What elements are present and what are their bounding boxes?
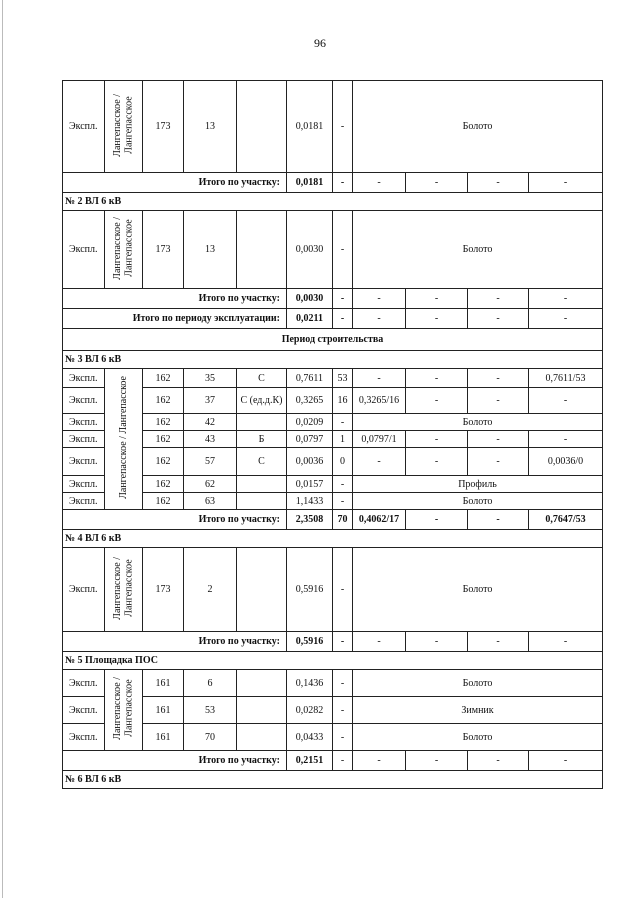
total-c2: - bbox=[406, 173, 468, 193]
land-type-cell: Болото bbox=[353, 211, 603, 289]
area-cell: 0,3265 bbox=[287, 388, 333, 414]
section-row bbox=[63, 351, 603, 369]
table-row bbox=[63, 388, 603, 414]
kvartal-cell: 162 bbox=[143, 493, 184, 510]
usage-type: Экспл. bbox=[63, 431, 105, 448]
table-row bbox=[63, 448, 603, 476]
table-row bbox=[63, 81, 603, 173]
kvartal-cell: 161 bbox=[143, 670, 184, 697]
count-cell: - bbox=[333, 476, 353, 493]
category-cell bbox=[237, 493, 287, 510]
section-row bbox=[63, 652, 603, 670]
total-c1: 0,4062/17 bbox=[353, 510, 406, 530]
area-cell: 0,0282 bbox=[287, 697, 333, 724]
total-c3: - bbox=[468, 632, 529, 652]
count-cell: 53 bbox=[333, 369, 353, 388]
section-title: № 6 ВЛ 6 кВ bbox=[63, 771, 603, 789]
kvartal-cell: 162 bbox=[143, 369, 184, 388]
category-cell bbox=[237, 724, 287, 751]
value-c4: 0,7611/53 bbox=[529, 369, 603, 388]
kvartal-cell: 173 bbox=[143, 548, 184, 632]
total-count: - bbox=[333, 751, 353, 771]
usage-type: Экспл. bbox=[63, 697, 105, 724]
table-row bbox=[63, 476, 603, 493]
usage-type: Экспл. bbox=[63, 388, 105, 414]
land-type-cell: Болото bbox=[353, 724, 603, 751]
count-cell: - bbox=[333, 548, 353, 632]
vydel-cell: 70 bbox=[184, 724, 237, 751]
total-c1: - bbox=[353, 632, 406, 652]
value-c3: - bbox=[468, 369, 529, 388]
total-c4: - bbox=[529, 751, 603, 771]
value-c2: - bbox=[406, 388, 468, 414]
section-title: № 5 Площадка ПОС bbox=[63, 652, 603, 670]
forest-plots-table bbox=[62, 80, 603, 789]
vydel-cell: 42 bbox=[184, 414, 237, 431]
section-title: № 4 ВЛ 6 кВ bbox=[63, 530, 603, 548]
land-type-cell: Болото bbox=[353, 670, 603, 697]
area-cell: 0,0797 bbox=[287, 431, 333, 448]
usage-type: Экспл. bbox=[63, 448, 105, 476]
count-cell: - bbox=[333, 670, 353, 697]
table-row bbox=[63, 211, 603, 289]
total-count: - bbox=[333, 173, 353, 193]
page-number: 96 bbox=[314, 36, 326, 50]
vydel-cell: 57 bbox=[184, 448, 237, 476]
section-row bbox=[63, 530, 603, 548]
total-c3: - bbox=[468, 289, 529, 309]
total-c2: - bbox=[406, 309, 468, 329]
total-label: Итого по участку: bbox=[63, 289, 287, 309]
vydel-cell: 37 bbox=[184, 388, 237, 414]
construction-period-title: Период строительства bbox=[63, 329, 603, 351]
forestry-cell: Лангепасское / Лангепасское bbox=[105, 369, 143, 510]
period-header-row bbox=[63, 329, 603, 351]
area-cell: 0,0036 bbox=[287, 448, 333, 476]
table-row bbox=[63, 369, 603, 388]
kvartal-cell: 162 bbox=[143, 476, 184, 493]
value-c4: - bbox=[529, 431, 603, 448]
forestry-cell: Лангепасское / Лангепасское bbox=[105, 548, 143, 632]
section-row bbox=[63, 193, 603, 211]
total-count: - bbox=[333, 289, 353, 309]
usage-type: Экспл. bbox=[63, 476, 105, 493]
section-row bbox=[63, 771, 603, 789]
total-area: 0,0030 bbox=[287, 289, 333, 309]
total-c3: - bbox=[468, 173, 529, 193]
section-title: № 3 ВЛ 6 кВ bbox=[63, 351, 603, 369]
value-c2: - bbox=[406, 448, 468, 476]
vydel-cell: 62 bbox=[184, 476, 237, 493]
usage-type: Экспл. bbox=[63, 81, 105, 173]
table-row bbox=[63, 493, 603, 510]
forestry-cell: Лангепасское / Лангепасское bbox=[105, 211, 143, 289]
land-type-cell: Болото bbox=[353, 493, 603, 510]
table-row bbox=[63, 697, 603, 724]
total-c3: - bbox=[468, 510, 529, 530]
category-cell bbox=[237, 476, 287, 493]
count-cell: - bbox=[333, 724, 353, 751]
total-c1: - bbox=[353, 751, 406, 771]
value-c2: - bbox=[406, 369, 468, 388]
table-row bbox=[63, 414, 603, 431]
value-c4: - bbox=[529, 388, 603, 414]
kvartal-cell: 162 bbox=[143, 431, 184, 448]
area-cell: 0,0433 bbox=[287, 724, 333, 751]
total-c1: - bbox=[353, 173, 406, 193]
count-cell: - bbox=[333, 81, 353, 173]
period-total-row bbox=[63, 309, 603, 329]
kvartal-cell: 161 bbox=[143, 697, 184, 724]
count-cell: 1 bbox=[333, 431, 353, 448]
total-row bbox=[63, 173, 603, 193]
usage-type: Экспл. bbox=[63, 211, 105, 289]
kvartal-cell: 162 bbox=[143, 388, 184, 414]
kvartal-cell: 162 bbox=[143, 448, 184, 476]
vydel-cell: 35 bbox=[184, 369, 237, 388]
land-type-cell: Болото bbox=[353, 81, 603, 173]
land-type-cell: Зимник bbox=[353, 697, 603, 724]
total-area: 2,3508 bbox=[287, 510, 333, 530]
total-c4: - bbox=[529, 632, 603, 652]
total-c2: - bbox=[406, 289, 468, 309]
total-c3: - bbox=[468, 309, 529, 329]
total-count: - bbox=[333, 632, 353, 652]
area-cell: 1,1433 bbox=[287, 493, 333, 510]
category-cell bbox=[237, 81, 287, 173]
value-c4: 0,0036/0 bbox=[529, 448, 603, 476]
usage-type: Экспл. bbox=[63, 670, 105, 697]
value-c1: - bbox=[353, 448, 406, 476]
total-c2: - bbox=[406, 632, 468, 652]
value-c1: 0,3265/16 bbox=[353, 388, 406, 414]
value-c3: - bbox=[468, 431, 529, 448]
total-label: Итого по участку: bbox=[63, 510, 287, 530]
value-c1: 0,0797/1 bbox=[353, 431, 406, 448]
total-label: Итого по участку: bbox=[63, 632, 287, 652]
total-c2: - bbox=[406, 510, 468, 530]
total-c1: - bbox=[353, 289, 406, 309]
period-total-area: 0,0211 bbox=[287, 309, 333, 329]
kvartal-cell: 173 bbox=[143, 211, 184, 289]
category-cell bbox=[237, 548, 287, 632]
table-row bbox=[63, 724, 603, 751]
count-cell: - bbox=[333, 493, 353, 510]
total-row bbox=[63, 289, 603, 309]
total-c3: - bbox=[468, 751, 529, 771]
kvartal-cell: 173 bbox=[143, 81, 184, 173]
total-row bbox=[63, 751, 603, 771]
vydel-cell: 13 bbox=[184, 81, 237, 173]
table-row bbox=[63, 548, 603, 632]
value-c1: - bbox=[353, 369, 406, 388]
total-area: 0,0181 bbox=[287, 173, 333, 193]
category-cell: Б bbox=[237, 431, 287, 448]
category-cell: С bbox=[237, 448, 287, 476]
table-row bbox=[63, 431, 603, 448]
total-c2: - bbox=[406, 751, 468, 771]
vydel-cell: 63 bbox=[184, 493, 237, 510]
land-type-cell: Болото bbox=[353, 548, 603, 632]
section-title: № 2 ВЛ 6 кВ bbox=[63, 193, 603, 211]
total-c1: - bbox=[353, 309, 406, 329]
usage-type: Экспл. bbox=[63, 414, 105, 431]
count-cell: - bbox=[333, 697, 353, 724]
total-c4: - bbox=[529, 173, 603, 193]
usage-type: Экспл. bbox=[63, 369, 105, 388]
usage-type: Экспл. bbox=[63, 493, 105, 510]
category-cell bbox=[237, 670, 287, 697]
page-edge-line bbox=[2, 0, 3, 898]
total-label: Итого по участку: bbox=[63, 751, 287, 771]
kvartal-cell: 161 bbox=[143, 724, 184, 751]
vydel-cell: 6 bbox=[184, 670, 237, 697]
table-row bbox=[63, 670, 603, 697]
category-cell: С (ед.д.К) bbox=[237, 388, 287, 414]
value-c2: - bbox=[406, 431, 468, 448]
category-cell bbox=[237, 414, 287, 431]
total-row bbox=[63, 632, 603, 652]
category-cell: С bbox=[237, 369, 287, 388]
vydel-cell: 43 bbox=[184, 431, 237, 448]
value-c3: - bbox=[468, 388, 529, 414]
forestry-cell: Лангепасское / Лангепасское bbox=[105, 81, 143, 173]
total-c4: - bbox=[529, 289, 603, 309]
area-cell: 0,5916 bbox=[287, 548, 333, 632]
total-row bbox=[63, 510, 603, 530]
category-cell bbox=[237, 697, 287, 724]
area-cell: 0,0030 bbox=[287, 211, 333, 289]
value-c3: - bbox=[468, 448, 529, 476]
area-cell: 0,0209 bbox=[287, 414, 333, 431]
kvartal-cell: 162 bbox=[143, 414, 184, 431]
count-cell: 16 bbox=[333, 388, 353, 414]
area-cell: 0,0157 bbox=[287, 476, 333, 493]
vydel-cell: 13 bbox=[184, 211, 237, 289]
count-cell: - bbox=[333, 211, 353, 289]
land-type-cell: Профиль bbox=[353, 476, 603, 493]
land-type-cell: Болото bbox=[353, 414, 603, 431]
usage-type: Экспл. bbox=[63, 724, 105, 751]
count-cell: 0 bbox=[333, 448, 353, 476]
area-cell: 0,1436 bbox=[287, 670, 333, 697]
vydel-cell: 53 bbox=[184, 697, 237, 724]
area-cell: 0,0181 bbox=[287, 81, 333, 173]
total-c4: 0,7647/53 bbox=[529, 510, 603, 530]
period-total-label: Итого по периоду эксплуатации: bbox=[63, 309, 287, 329]
category-cell bbox=[237, 211, 287, 289]
count-cell: - bbox=[333, 414, 353, 431]
total-area: 0,5916 bbox=[287, 632, 333, 652]
total-count: - bbox=[333, 309, 353, 329]
vydel-cell: 2 bbox=[184, 548, 237, 632]
total-area: 0,2151 bbox=[287, 751, 333, 771]
usage-type: Экспл. bbox=[63, 548, 105, 632]
total-c4: - bbox=[529, 309, 603, 329]
total-label: Итого по участку: bbox=[63, 173, 287, 193]
total-count: 70 bbox=[333, 510, 353, 530]
area-cell: 0,7611 bbox=[287, 369, 333, 388]
forestry-cell: Лангепасское / Лангепасское bbox=[105, 670, 143, 751]
